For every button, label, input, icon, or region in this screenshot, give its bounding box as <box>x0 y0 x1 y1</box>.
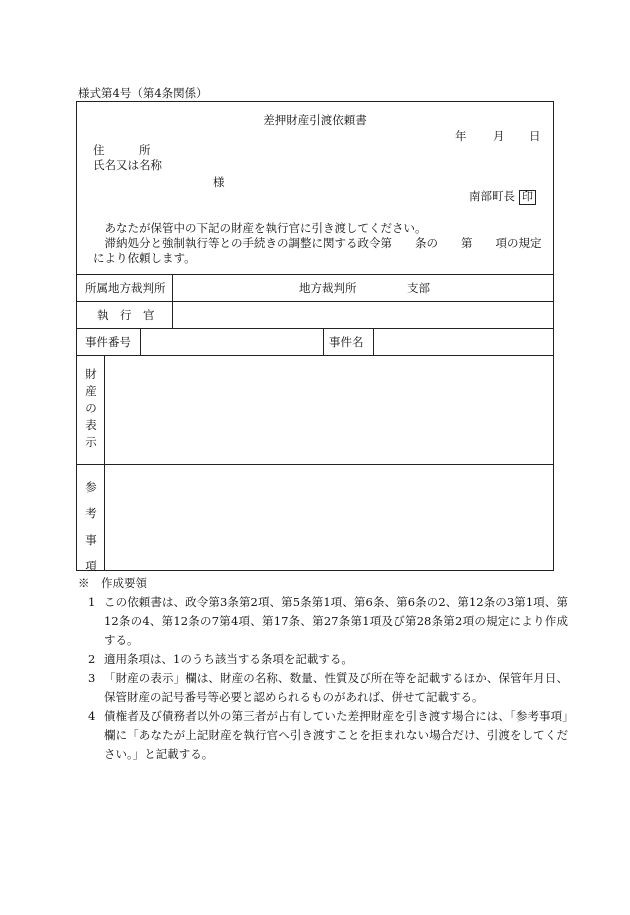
officer-row-bottom-border <box>77 328 553 329</box>
case-name-right-divider <box>373 328 374 355</box>
instruction-item: 1 この依頼書は、政令第3条第2項、第5条第1項、第6条、第6条の2、第12条の3第1項、第12条の4、第12条の7第4項、第17条、第27条第1項及び第28条第2項の規定により作成する。 <box>88 594 568 647</box>
form-number-label: 様式第4号（第4条関係） <box>78 86 208 100</box>
mayor-signature <box>469 188 536 205</box>
instructions-section <box>78 574 568 764</box>
mayor-label: 南部町長 <box>469 189 515 203</box>
branch-label: 支部 <box>407 281 430 295</box>
address-label: 住 所 <box>93 143 151 157</box>
officer-label: 執 行 官 <box>97 308 155 322</box>
instruction-item: 4 債権者及び債務者以外の第三者が占有していた差押財産を引き渡す場合には、「参考事項」欄に「あなたが上記財産を執行官へ引き渡すことを拒まれない場合だけ、引渡をしてください。」と記載する。 <box>88 708 568 761</box>
date-year-label: 年 <box>455 129 467 143</box>
case-number-label: 事件番号 <box>85 335 131 349</box>
label-column-divider <box>104 355 105 571</box>
body-text-line-2: 滞納処分と強制執行等との手続きの調整に関する政令第 条の 第 項の規定 <box>104 236 542 250</box>
remarks-label: 参 考 事 項 <box>85 480 97 574</box>
reference-mark: ※ <box>78 576 90 590</box>
case-name-left-divider <box>323 328 324 355</box>
instruction-item: 2 適用条項は、1のうち該当する条項を記載する。 <box>88 651 353 666</box>
document-title: 差押財産引渡依頼書 <box>263 113 367 127</box>
honorific-label: 様 <box>213 175 225 189</box>
date-month-label: 月 <box>493 129 505 143</box>
court-column-divider <box>172 274 173 328</box>
seal-mark: 印 <box>519 190 536 205</box>
name-label: 氏名又は名称 <box>93 158 162 172</box>
court-value: 地方裁判所 <box>299 281 357 295</box>
property-description-label: 財 産 の 表 示 <box>85 367 97 450</box>
court-label: 所属地方裁判所 <box>85 281 166 295</box>
case-name-label: 事件名 <box>329 335 364 349</box>
instructions-heading: ※ 作成要領 <box>78 576 147 590</box>
date-day-label: 日 <box>529 129 541 143</box>
instruction-item: 3 「財産の表示」欄は、財産の名称、数量、性質及び所在等を記載するほか、保管年月日、保管財産の記号番号等必要と認められるものがあれば、併せて記載する。 <box>88 670 568 704</box>
table-top-border <box>77 274 553 275</box>
court-row-bottom-border <box>77 301 553 302</box>
case-row-bottom-border <box>77 355 553 356</box>
request-form-frame <box>76 101 554 574</box>
body-text-line-1: あなたが保管中の下記の財産を執行官に引き渡してください。 <box>104 221 427 235</box>
body-text-line-3: により依頼します。 <box>93 251 196 265</box>
property-row-bottom-border <box>77 464 553 465</box>
case-number-divider <box>140 328 141 355</box>
